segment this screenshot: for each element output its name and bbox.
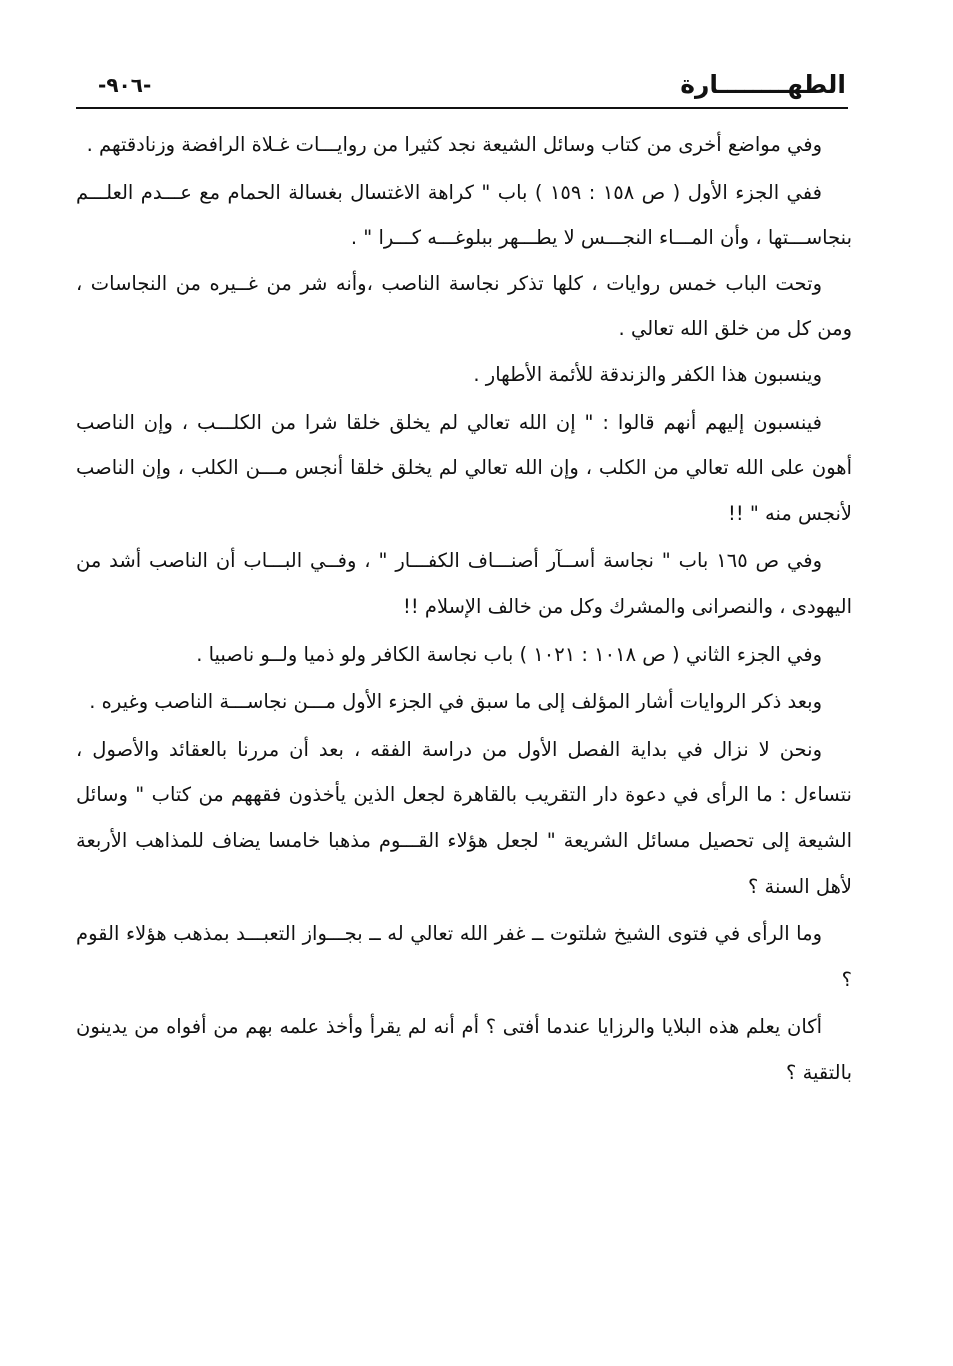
page-number: -٩٠٦- xyxy=(98,73,152,97)
running-title: الطهــــــــارة xyxy=(680,70,846,99)
paragraph: وتحت الباب خمس روايات ، كلها تذكر نجاسة الناصب ،وأنه شر من غــيره من النجاسات ، ومن كل من خلق الله تعالي . xyxy=(76,271,852,341)
header-rule xyxy=(76,107,848,109)
paragraph: وفي ص ١٦٥ باب " نجاسة أســآر أصنـــاف الكفـــار " ، وفــي البـــاب أن الناصب أشد من اليهودى ، والنصرانى والمشرك وكل من خالف الإسلام !! xyxy=(76,549,852,618)
paragraph: وفي الجزء الثاني ( ص ١٠١٨ : ١٠٢١ ) باب نجاسة الكافر ولو ذميا ولــو ناصبيا . xyxy=(196,642,822,666)
body-text xyxy=(76,122,852,1095)
paragraph: فينسبون إليهم أنهم قالوا : " إن الله تعالي لم يخلق خلقا شرا من الكلـــب ، وإن الناصب أهون على الله تعالي من الكلب ، وإن الله تعالي لم يخلق خلقا أنجس مـــن الكلب ، وإن الناصب لأنجس منه " !! xyxy=(76,410,852,525)
paragraph: وما الرأى في فتوى الشيخ شلتوت ــ غفر الله تعالي له ــ بجـــواز التعبـــد بمذهب هؤلاء القوم ؟ xyxy=(76,922,852,991)
paragraph: ففي الجزء الأول ( ص ١٥٨ : ١٥٩ ) باب " كراهة الاغتسال بغسالة الحمام مع عـــدم العلـــم بنجاســـتها ، وأن المـــاء النجـــس لا يطـــهر ببلوغـــه كـــرا " . xyxy=(76,180,852,250)
page-header xyxy=(76,64,846,108)
paragraph: وبعد ذكر الروايات أشار المؤلف إلى ما سبق في الجزء الأول مـــن نجاســـة الناصب وغيره . xyxy=(89,690,822,714)
paragraph: وينسبون هذا الكفر والزندقة للأئمة الأطهار . xyxy=(473,362,822,386)
paragraph: أكان يعلم هذه البلايا والرزايا عندما أفتى ؟ أم أنه لم يقرأ وأخذ علمه بهم من أفواه من يدينون بالتقية ؟ xyxy=(76,1015,852,1084)
paragraph: ونحن لا نزال في بداية الفصل الأول من دراسة الفقه ، بعد أن مررنا بالعقائد والأصول ، نتساءل : ما الرأى في دعوة دار التقريب بالقاهرة لجعل الذين يأخذون فقههم من كتاب " وسائل الشيعة إلى تحصيل مسائل الشريعة " لجعل هؤلاء القـــوم مذهبا خامسا يضاف للمذاهب الأربعة لأهل السنة ؟ xyxy=(76,737,852,898)
paragraph: وفي مواضع أخرى من كتاب وسائل الشيعة نجد كثيرا من روايـــات غـلاة الرافضة وزنادقتهم . xyxy=(86,133,822,156)
